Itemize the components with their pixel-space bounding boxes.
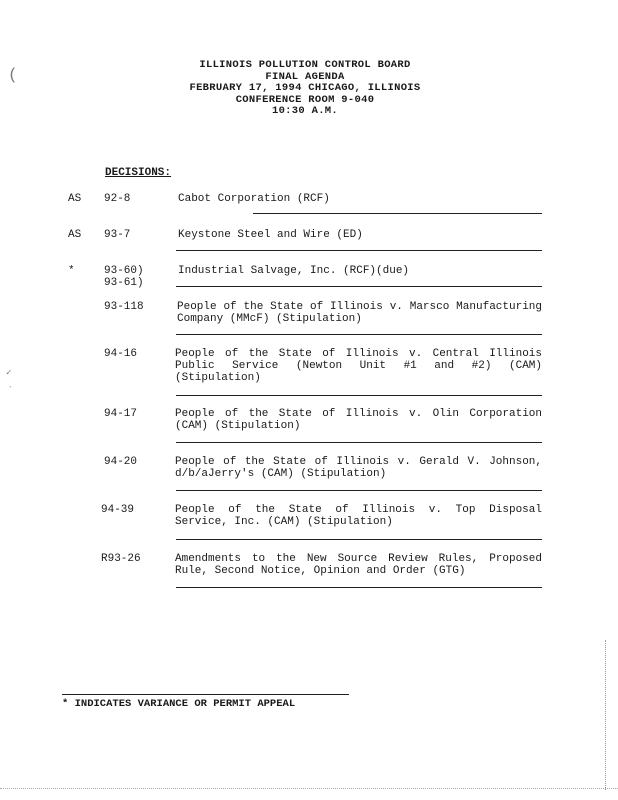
case-number: R93-26	[101, 553, 141, 565]
item-rule	[176, 395, 542, 396]
item-rule	[176, 286, 542, 287]
agenda-item	[68, 504, 548, 540]
section-title-decisions: DECISIONS:	[105, 167, 172, 179]
scan-edge-line	[605, 640, 606, 790]
item-mark: AS	[68, 193, 82, 205]
case-number: 94-20	[104, 456, 138, 468]
case-description: Keystone Steel and Wire (ED)	[178, 229, 363, 241]
footer-rule	[62, 694, 349, 695]
case-number: 94-17	[104, 408, 138, 420]
agenda-header	[100, 60, 510, 118]
item-rule	[176, 587, 542, 588]
item-rule	[176, 250, 542, 251]
scan-bottom-noise	[0, 788, 618, 789]
case-description: People of the State of Illinois v. Gerald V. Johnson, d/b/aJerry's (CAM) (Stipulation)	[175, 456, 542, 480]
footer-legend: * INDICATES VARIANCE OR PERMIT APPEAL	[62, 698, 296, 710]
item-rule	[176, 334, 542, 335]
item-rule	[176, 539, 542, 540]
agenda-item	[68, 301, 548, 337]
case-description: People of the State of Illinois v. Marsco Manufacturing Company (MMcF) (Stipulation)	[177, 301, 542, 325]
case-description: Industrial Salvage, Inc. (RCF)(due)	[178, 265, 410, 277]
case-number: 93-118	[104, 301, 144, 313]
agenda-item	[68, 229, 548, 259]
case-description: Cabot Corporation (RCF)	[178, 193, 330, 205]
agenda-item	[68, 456, 548, 492]
scan-artifact: ✓	[6, 368, 12, 378]
case-number: 94-39	[101, 504, 135, 516]
case-description: People of the State of Illinois v. Central Illinois Public Service (Newton Unit #1 and #2) (CAM) (Stipulation)	[175, 348, 542, 384]
board-name: ILLINOIS POLLUTION CONTROL BOARD	[199, 59, 411, 71]
agenda-item	[68, 265, 548, 295]
conference-room: CONFERENCE ROOM 9-040	[235, 93, 375, 106]
case-number: 92-8	[104, 193, 131, 205]
agenda-item	[68, 553, 548, 589]
meeting-date-location: FEBRUARY 17, 1994 CHICAGO, ILLINOIS	[189, 82, 421, 94]
agenda-item	[68, 193, 548, 223]
item-mark: *	[68, 265, 75, 277]
item-mark: AS	[68, 229, 82, 241]
case-number: 93-60) 93-61)	[104, 265, 144, 289]
case-description: Amendments to the New Source Review Rules, Proposed Rule, Second Notice, Opinion and Order (GTG)	[175, 553, 542, 577]
scan-artifact: (	[8, 66, 18, 84]
item-rule	[176, 442, 542, 443]
item-rule	[253, 213, 542, 214]
item-rule	[176, 490, 542, 491]
case-description: People of the State of Illinois v. Top Disposal Service, Inc. (CAM) (Stipulation)	[175, 504, 542, 528]
agenda-item	[68, 408, 548, 444]
case-number: 93-7	[104, 229, 131, 241]
scan-artifact: ˋ	[8, 386, 14, 396]
case-description: People of the State of Illinois v. Olin Corporation (CAM) (Stipulation)	[175, 408, 542, 432]
meeting-time: 10:30 A.M.	[271, 105, 338, 117]
agenda-type: FINAL AGENDA	[265, 70, 345, 83]
agenda-item	[68, 348, 548, 398]
case-number: 94-16	[104, 348, 138, 360]
